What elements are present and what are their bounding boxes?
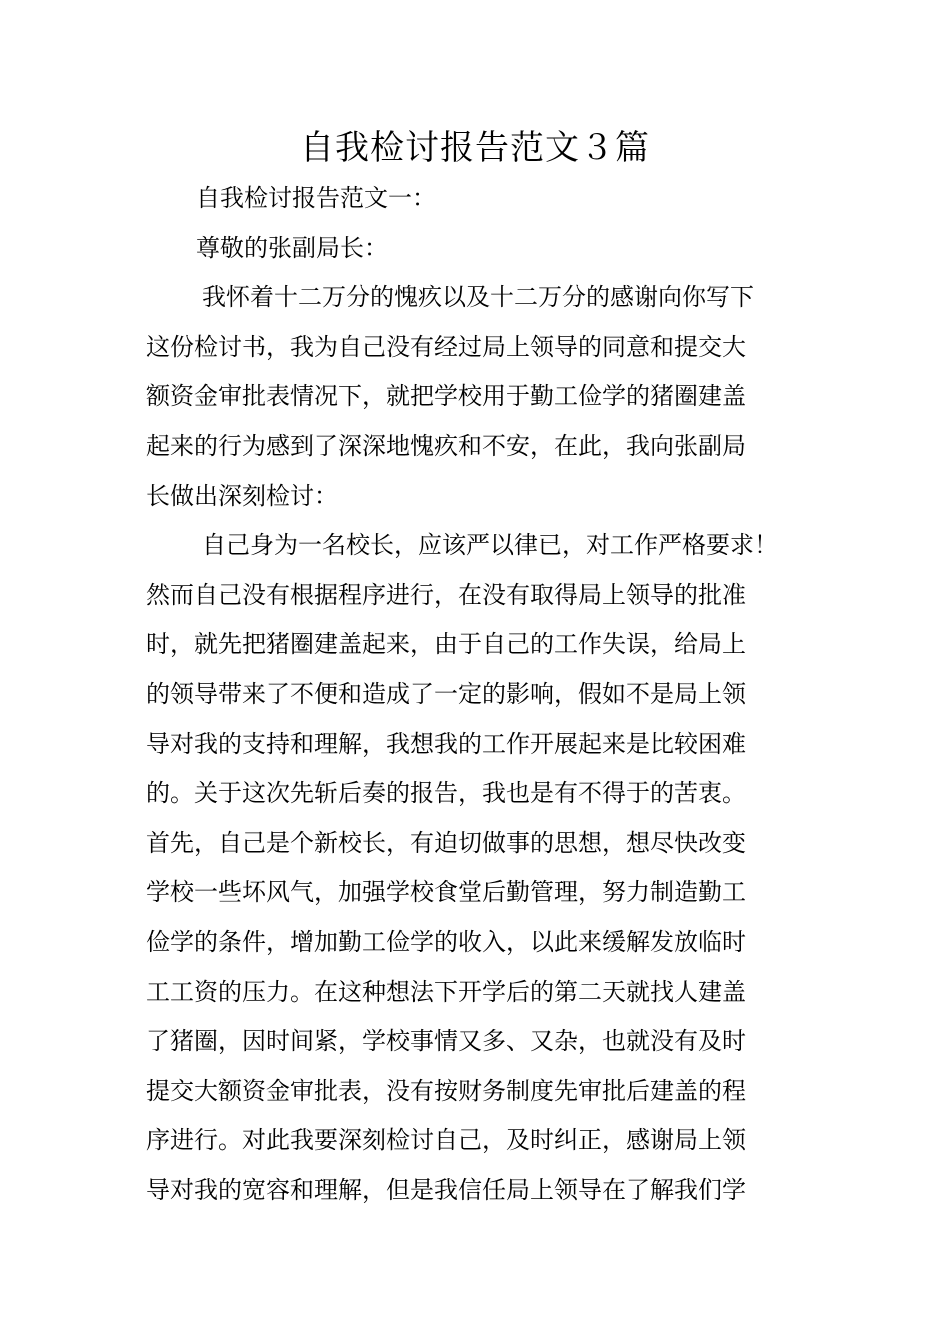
text-line: 的。关于这次先斩后奏的报告，我也是有不得于的苦衷。 xyxy=(146,779,746,808)
text-line: 导对我的支持和理解，我想我的工作开展起来是比较困难 xyxy=(146,729,746,758)
text-line: 时，就先把猪圈建盖起来，由于自己的工作失误，给局上 xyxy=(146,630,746,659)
text-line: 然而自己没有根据程序进行，在没有取得局上领导的批准 xyxy=(146,580,746,609)
text-line: 了猪圈，因时间紧，学校事情又多、又杂，也就没有及时 xyxy=(146,1027,746,1056)
text-line: 起来的行为感到了深深地愧疚和不安，在此，我向张副局 xyxy=(146,431,746,460)
text-line: 额资金审批表情况下，就把学校用于勤工俭学的猪圈建盖 xyxy=(146,382,746,411)
text-line: 长做出深刻检讨： xyxy=(146,481,338,510)
document-title: 自我检讨报告范文３篇 xyxy=(300,128,650,168)
text-line: 工工资的压力。在这种想法下开学后的第二天就找人建盖 xyxy=(146,977,746,1006)
text-line: 学校一些坏风气，加强学校食堂后勤管理，努力制造勤工 xyxy=(146,878,746,907)
text-line: 的领导带来了不便和造成了一定的影响，假如不是局上领 xyxy=(146,679,746,708)
text-line: 自我检讨报告范文一： xyxy=(196,184,436,212)
text-line: 提交大额资金审批表，没有按财务制度先审批后建盖的程 xyxy=(146,1076,746,1105)
text-line: 我怀着十二万分的愧疚以及十二万分的感谢向你写下 xyxy=(202,283,754,312)
text-line: 导对我的宽容和理解，但是我信任局上领导在了解我们学 xyxy=(146,1175,746,1204)
text-line: 首先，自己是个新校长，有迫切做事的思想，想尽快改变 xyxy=(146,828,746,857)
text-line: 序进行。对此我要深刻检讨自己，及时纠正，感谢局上领 xyxy=(146,1126,746,1155)
text-line: 俭学的条件，增加勤工俭学的收入，以此来缓解发放临时 xyxy=(146,927,746,956)
text-line: 这份检讨书，我为自己没有经过局上领导的同意和提交大 xyxy=(146,332,746,361)
document-body xyxy=(146,174,826,1215)
text-line: 自己身为一名校长，应该严以律已，对工作严格要求！ xyxy=(202,531,778,560)
text-line: 尊敬的张副局长： xyxy=(196,233,388,262)
